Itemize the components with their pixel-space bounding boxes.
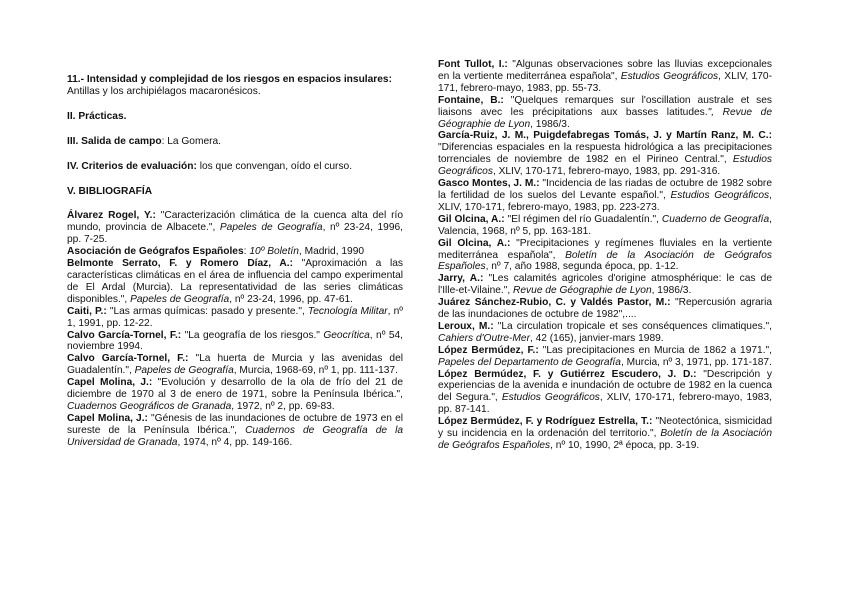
reference-title: "Las armas químicas: pasado y presente.", xyxy=(106,305,308,317)
reference-author: Font Tullot, I.: xyxy=(438,59,508,70)
reference-entry xyxy=(438,214,772,238)
reference-source: Estudios Geográficos xyxy=(501,392,600,404)
reference-source: Estudios Geográficos xyxy=(620,70,719,82)
reference-author: Asociación de Geógrafos Españoles xyxy=(67,246,244,258)
reference-title: "Neotectónica, sismicidad y su incidencia en la ordenación del territorio.", xyxy=(438,416,772,440)
reference-title: "Incidencia de las riadas de octubre de 1982 sobre la fertilidad de los suelos del Levante español.", xyxy=(438,178,772,201)
reference-source: Papeles del Departamento de Geografía xyxy=(438,356,621,368)
reference-details: , Murcia, nº 3, 1971, pp. 171-187. xyxy=(620,356,772,368)
reference-title: "Algunas observaciones sobre las lluvias excepcionales en la vertiente mediterránea española", xyxy=(438,59,772,82)
reference-source: Estudios Geográficos xyxy=(438,154,772,178)
reference-author: Caiti, P.: xyxy=(67,305,107,317)
reference-details: , nº 10, 1990, 2ª época, pp. 3-19. xyxy=(550,440,700,451)
reference-title: "Descripción y experiencias de la avenida e inundación de octubre de 1982 en la cuenca del Segura.", xyxy=(438,368,772,404)
reference-details: , nº 54, noviembre 1994. xyxy=(67,329,403,353)
reference-title: : xyxy=(243,246,250,258)
reference-author: Calvo García-Tornel, F.: xyxy=(67,329,182,341)
section-practicas: II. Prácticas. xyxy=(67,110,127,122)
reference-entry xyxy=(67,413,403,449)
reference-details: , 1986/3. xyxy=(530,118,570,130)
reference-source: Estudios Geográficos xyxy=(670,189,770,201)
reference-details: , 1974, nº 4, pp. 149-166. xyxy=(177,436,293,448)
reference-title: "Diferencias espaciales en la respuesta hidrológica a las precipitaciones torrenciales de noviembre de 1982 en el Pirineo Central.", xyxy=(438,142,772,166)
reference-source: Cuadernos Geográficos de Granada xyxy=(67,400,232,412)
reference-source: Papeles de Geografía xyxy=(134,365,234,377)
bibliography-list-left xyxy=(67,210,403,448)
reference-source: Geocrítica xyxy=(323,329,370,341)
right-column xyxy=(438,0,772,452)
bibliography-list-right xyxy=(438,59,772,452)
reference-title: "Precipitaciones y regímenes fluviales en la vertiente mediterránea española", xyxy=(438,237,772,261)
reference-entry xyxy=(438,59,772,95)
reference-title: "Repercusión agraria de las inundaciones de octubre de 1982",.... xyxy=(438,297,772,321)
reference-details: , Murcia, 1968-69, nº 1, pp. 111-137. xyxy=(233,365,398,377)
reference-title: "La circulation tropicale et ses conséquences climatiques.", xyxy=(493,320,772,332)
reference-entry xyxy=(67,246,403,258)
reference-title: "El régimen del río Guadalentín.", xyxy=(504,213,662,225)
reference-entry xyxy=(438,273,772,297)
reference-source: ", Revue de Géographie de Lyon xyxy=(438,106,772,130)
section-criterios-text: los que convengan, oído el curso. xyxy=(196,160,353,172)
reference-author: Leroux, M.: xyxy=(438,320,494,332)
section-criterios xyxy=(67,161,403,173)
reference-title: "Génesis de las inundaciones de octubre de 1973 en el sureste de la Península Ibérica.", xyxy=(67,412,403,436)
reference-source: Papeles de Geografía xyxy=(130,293,230,305)
reference-source: Boletín de la Asociación de Geógrafos Españoles xyxy=(438,428,772,451)
reference-entry xyxy=(438,345,772,369)
reference-entry xyxy=(438,238,772,274)
reference-details: , XLIV, 170-171, febrero-mayo, 1983, pp. 55-73. xyxy=(438,70,772,94)
reference-source: Cahiers d'Outre-Mer xyxy=(438,332,530,344)
reference-details: , 1986/3. xyxy=(651,285,692,297)
reference-entry xyxy=(438,321,772,345)
reference-details: , nº 23-24, 1996, pp. 47-61. xyxy=(229,293,354,305)
reference-details: , XLIV, 170-171, febrero-mayo, 1983, pp. 291-316. xyxy=(492,166,721,178)
reference-details: , Valencia, 1968, nº 5, pp. 163-181. xyxy=(438,213,772,237)
reference-author: Gil Olcina, A.: xyxy=(438,237,511,249)
reference-details: , XLIV, 170-171, febrero-mayo, 1983, pp. 87-141. xyxy=(438,392,772,416)
reference-details: , 1972, nº 2, pp. 69-83. xyxy=(231,400,335,412)
section-salida-text: : La Gomera. xyxy=(161,135,222,147)
reference-author: Belmonte Serrato, F. y Romero Díaz, A.: xyxy=(67,258,293,270)
reference-author: Fontaine, B.: xyxy=(438,94,504,106)
reference-author: Jarry, A.: xyxy=(438,273,484,285)
reference-title: "La huerta de Murcia y las avenidas del Guadalentín.", xyxy=(67,353,403,377)
reference-source: Papeles de Geografía xyxy=(219,222,323,234)
reference-entry xyxy=(67,353,403,377)
reference-title: "Caracterización climática de la cuenca alta del río mundo, provincia de Albacete.", xyxy=(67,210,403,234)
section-11-heading: 11.- Intensidad y complejidad de los riesgos en espacios insulares: xyxy=(67,74,392,85)
reference-title: "Quelques remarques sur l'oscillation australe et ses liaisons avec les précipitations aux basses latitudes. xyxy=(438,94,773,118)
reference-source: Tecnología Militar xyxy=(307,305,388,317)
reference-author: Juárez Sánchez-Rubio, C. y Valdés Pastor, M.: xyxy=(438,297,671,309)
section-criterios-heading: IV. Criterios de evaluación: xyxy=(67,160,197,172)
reference-details: , nº 1, 1991, pp. 12-22. xyxy=(67,305,403,329)
reference-entry xyxy=(67,210,403,246)
reference-details: , XLIV, 170-171, febrero-mayo, 1983, pp. 223-273. xyxy=(438,189,772,213)
reference-entry xyxy=(438,130,772,178)
reference-entry xyxy=(67,258,403,306)
reference-source: Boletín de la Asociación de Geógrafos Españoles xyxy=(438,249,772,273)
reference-entry xyxy=(438,416,772,452)
reference-source: Revue de Géographie de Lyon xyxy=(513,285,652,297)
reference-author: López Bermúdez, F.: xyxy=(438,344,539,356)
reference-author: Capel Molina, J.: xyxy=(67,377,153,389)
reference-details: , 42 (165), janvier-mars 1989. xyxy=(529,332,664,344)
reference-author: López Bermúdez, F. y Rodríguez Estrella, T.: xyxy=(438,416,653,428)
reference-entry xyxy=(438,178,772,214)
reference-details: , Madrid, 1990 xyxy=(298,246,365,258)
reference-title: "Aproximación a las características climáticas en el área de influencia del campo experimental de El Ardal (Murcia). La representatividad de las series climáticas disponibles.", xyxy=(67,258,404,305)
reference-details: , nº 23-24, 1996, pp. 7-25. xyxy=(67,222,404,246)
reference-author: López Bermúdez, F. y Gutiérrez Escudero, J. D.: xyxy=(438,368,697,380)
reference-entry xyxy=(438,369,772,417)
reference-author: Gil Olcina, A.: xyxy=(438,213,505,225)
reference-title: "La geografía de los riesgos." xyxy=(181,329,324,341)
reference-author: Álvarez Rogel, Y.: xyxy=(67,210,156,222)
reference-author: Capel Molina, J.: xyxy=(67,412,148,424)
reference-entry xyxy=(438,297,772,321)
left-column xyxy=(67,0,403,449)
reference-source: Cuaderno de Geografía xyxy=(661,213,770,225)
reference-source: Cuadernos de Geografía de la Universidad de Granada xyxy=(67,424,403,448)
reference-entry xyxy=(67,306,403,330)
reference-author: Gasco Montes, J. M.: xyxy=(438,178,540,190)
section-11 xyxy=(67,74,403,98)
reference-entry xyxy=(67,377,403,413)
reference-entry xyxy=(67,330,403,354)
reference-author: Calvo García-Tornel, F.: xyxy=(67,353,189,365)
section-salida-heading: III. Salida de campo xyxy=(67,135,162,147)
reference-entry xyxy=(438,95,772,131)
reference-author: García-Ruiz, J. M., Puigdefabregas Tomás, J. y Martín Ranz, M. C.: xyxy=(438,130,772,142)
reference-title: "Les calamités agricoles d'origine atmosphérique: le cas de l'Ille-et-Vilaine.", xyxy=(438,273,772,297)
bibliography-heading: V. BIBLIOGRAFÍA xyxy=(67,185,153,197)
reference-details: , nº 7, año 1988, segunda época, pp. 1-12. xyxy=(485,261,679,273)
section-salida xyxy=(67,136,403,148)
reference-source: 10º Boletín xyxy=(249,246,299,258)
section-11-text: Antillas y los archipiélagos macaronésicos. xyxy=(67,85,261,97)
reference-title: "Las precipitaciones en Murcia de 1862 a 1971.", xyxy=(538,344,772,356)
reference-title: "Evolución y desarrollo de la ola de frío del 21 de diciembre de 1970 al 3 de enero de 1971, sobre la Península Ibérica.", xyxy=(67,377,403,401)
